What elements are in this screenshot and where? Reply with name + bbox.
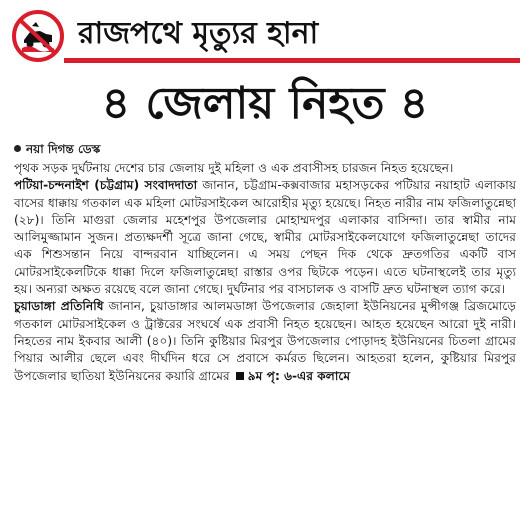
headline: ৪ জেলায় নিহত ৪ <box>101 78 429 129</box>
article-paragraph-1 <box>14 177 516 298</box>
section-kicker: রাজপথে মৃত্যুর হানা <box>78 16 319 51</box>
road-accident-logo-icon <box>12 10 64 62</box>
article-body <box>14 160 516 385</box>
section-banner <box>12 10 520 62</box>
article-intro: পৃথক সড়ক দুর্ঘটনায় দেশের চার জেলায় দুই মহিলা ও এক প্রবাসীসহ চারজন নিহত হয়েছেন। <box>14 161 454 175</box>
continued-note <box>230 369 350 383</box>
road-accident-logo-graphic <box>12 10 64 62</box>
article-paragraph-2 <box>14 298 516 384</box>
banner-underline <box>64 58 520 63</box>
correspondent-patiya: পটিয়া-চন্দনাইশ (চট্টগ্রাম) সংবাদদাতা <box>14 178 198 193</box>
byline <box>14 141 100 161</box>
continued-text: ৯ম পৃ: ৬-এর কলামে <box>247 368 351 383</box>
paragraph-1-text: জানান, চট্টগ্রাম-কক্সবাজার মহাসড়কের পটিয়ার নয়াহাট এলাকায় বাসের ধাক্কায় গতকাল এক মহিলা মোটরসাইকেল আরোহীর মৃত্যু হয়েছে। নিহত নারীর নাম ফজিলাতুন্নেছা (২৮)। তিনি মাগুরা জেলার মহেশপুর উপজেলার মোহাম্মদপুর এলাকার বাসিন্দা। তার স্বামীর নাম আলিমুজ্জামান সুজন। প্রত্যক্ষদর্শী সূত্রে জানা গেছে, স্বামীর মোটরসাইকেলযোগে ফজিলাতুন্নেছা তাদের এক শিশুসন্তান নিয়ে বান্দরবান যাচ্ছিলেন। এ সময় পেছন দিক থেকে দ্রুতগতির একটি বাস মোটরসাইকেলটিকে ধাক্কা দিলে ফজিলাতুন্নেছা রাস্তার ওপর ছিটকে পড়েন। এতে ঘটনাস্থলেই তার মৃত্যু হয়। অন্যরা অক্ষত রয়েছে বলে জানা গেছে। দুর্ঘটনার পর বাসচালক ও বাসটি দ্রুত ঘটনাস্থল ত্যাগ করে। <box>14 178 516 297</box>
square-bullet-icon <box>236 372 244 380</box>
bullet-icon <box>14 145 21 152</box>
paragraph-2-text: জানান, চুয়াডাঙ্গার আলমডাঙ্গা উপজেলার জেহালা ইউনিয়নের মুন্সীগঞ্জ ব্রিজমোড়ে গতকাল মোটরসাইকেল ও ট্রাক্টরের সংঘর্ষে এক প্রবাসী নিহত হয়েছেন। আহত হয়েছেন আরো দুই নারী। নিহতের নাম ইকবার আলী (৪০)। তিনি কুষ্টিয়ার মিরপুর উপজেলার পোড়াদহ ইউনিয়নের চিতলা গ্রামের পিয়ার আলীর ছেলে এবং দীর্ঘদিন ধরে সে প্রবাসে কর্মরত ছিলেন। আহতরা হলেন, কুষ্টিয়ার মিরপুর উপজেলার ছাতিয়া ইউনিয়নের কয়ারি গ্রামের <box>14 299 516 383</box>
byline-text: নয়া দিগন্ত ডেস্ক <box>26 142 101 156</box>
correspondent-chuadanga: চুয়াডাঙ্গা প্রতিনিধি <box>14 299 104 314</box>
